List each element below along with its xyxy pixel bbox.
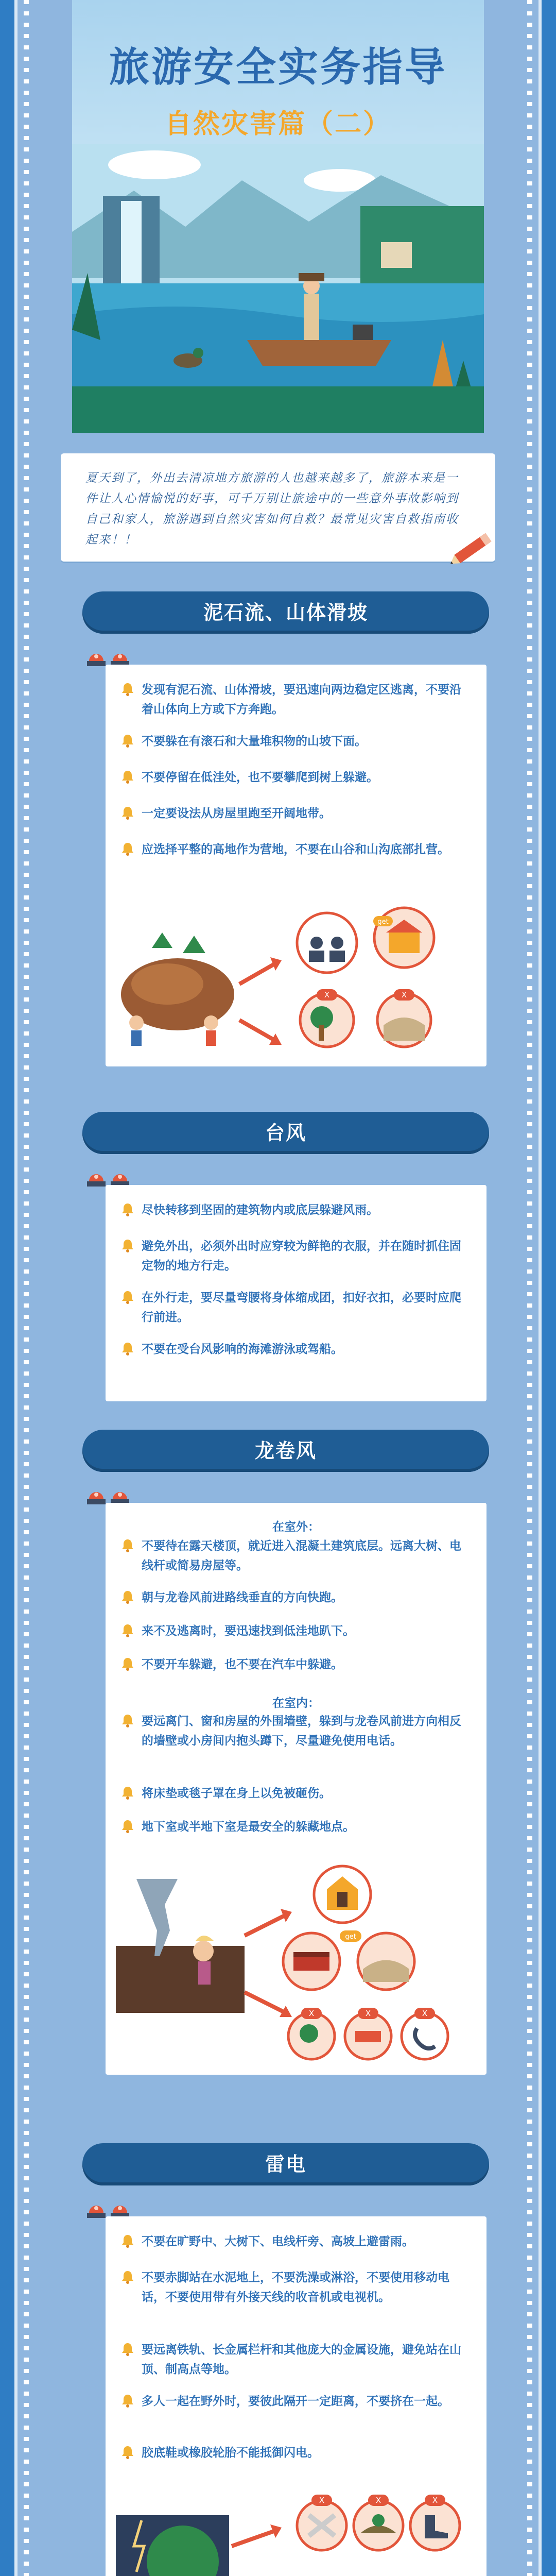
section-card-mudslide bbox=[106, 665, 486, 1066]
item-text: 来不及逃离时，要迅速找到低洼地趴下。 bbox=[142, 1624, 355, 1638]
x-tag: X bbox=[324, 990, 330, 999]
list-item bbox=[121, 2443, 471, 2463]
section-card-tornado bbox=[106, 1503, 486, 2075]
section-card-lightning bbox=[106, 2216, 486, 2576]
item-text: 将床垫或毯子罩在身上以免被砸伤。 bbox=[142, 1787, 331, 1800]
alarm-light-icon bbox=[85, 2193, 131, 2219]
indoor-label: 在室内： bbox=[272, 1697, 320, 1710]
item-text: 不要在受台风影响的海滩游泳或驾船。 bbox=[142, 1343, 343, 1356]
list-item bbox=[121, 2232, 471, 2251]
section-header-mudslide bbox=[82, 591, 489, 634]
item-text: 朝与龙卷风前进路线垂直的方向快跑。 bbox=[142, 1591, 343, 1604]
x-tag: X bbox=[432, 2496, 438, 2505]
item-text: 不要躲在有滚石和大量堆积物的山坡下面。 bbox=[142, 735, 367, 748]
item-text: 不要开车躲避，也不要在汽车中躲避。 bbox=[142, 1658, 343, 1671]
list-item bbox=[121, 732, 471, 751]
section-title: 龙卷风 bbox=[254, 1439, 317, 1462]
bell-icon bbox=[121, 1538, 134, 1553]
list-item bbox=[121, 1817, 471, 1837]
item-text: 要远离门、窗和房屋的外围墙壁，躲到与龙卷风前进方向相反的墙壁或小房间内抱头蹲下，尽量避免使用电话。 bbox=[142, 1715, 461, 1748]
x-tag: X bbox=[308, 2009, 315, 2018]
section-header-tornado bbox=[82, 1430, 489, 1472]
tip-icons bbox=[297, 2495, 460, 2576]
list-item bbox=[121, 1236, 471, 1276]
list-item bbox=[121, 1200, 471, 1220]
bell-icon bbox=[121, 1342, 134, 1356]
x-tag: X bbox=[422, 2009, 428, 2018]
intro-text: 夏天到了，外出去清凉地方旅游的人也越来越多了，旅游本来是一件让人心情愉悦的好事，可千万别让旅途中的一些意外事故影响到自己和家人，旅游遇到自然灾害如何自救？最常见灾害自救指南收起来！！ bbox=[85, 471, 459, 547]
list-item bbox=[121, 1784, 471, 1803]
section-title: 台风 bbox=[265, 1122, 306, 1144]
bell-icon bbox=[121, 1714, 134, 1728]
hero-banner bbox=[72, 0, 484, 433]
bell-icon bbox=[121, 1590, 134, 1604]
mudslide-illustration bbox=[106, 891, 486, 1056]
alarm-light-icon bbox=[85, 1162, 131, 1188]
list-item bbox=[121, 2268, 471, 2307]
lake-scene-illustration bbox=[72, 144, 484, 433]
alarm-light-icon bbox=[85, 641, 131, 667]
x-tag: X bbox=[319, 2496, 325, 2505]
x-tag: X bbox=[401, 990, 407, 999]
item-text: 要远离铁轨、长金属栏杆和其他庞大的金属设施，避免站在山顶、制高点等地。 bbox=[142, 2343, 461, 2376]
bell-icon bbox=[121, 2394, 134, 2408]
item-text: 地下室或半地下室是最安全的躲藏地点。 bbox=[142, 1820, 355, 1834]
get-tag: get bbox=[377, 918, 389, 926]
bell-icon bbox=[121, 806, 134, 820]
alarm-light-icon bbox=[85, 1480, 131, 1505]
item-text: 不要赤脚站在水泥地上，不要洗澡或淋浴，不要使用移动电话，不要使用带有外接天线的收音机或电视机。 bbox=[142, 2271, 449, 2304]
list-item bbox=[121, 1711, 471, 1751]
list-item bbox=[121, 2392, 471, 2411]
pencil-icon bbox=[444, 526, 500, 572]
section-title: 雷电 bbox=[265, 2153, 306, 2176]
x-tag: X bbox=[375, 2496, 381, 2505]
bell-icon bbox=[121, 770, 134, 784]
list-item bbox=[121, 768, 471, 787]
list-item bbox=[121, 1621, 471, 1641]
page-title: 旅游安全实务指导 bbox=[109, 44, 447, 91]
bell-icon bbox=[121, 1623, 134, 1638]
section-card-typhoon bbox=[106, 1185, 486, 1401]
x-tag: X bbox=[365, 2009, 371, 2018]
bell-icon bbox=[121, 1239, 134, 1253]
item-text: 多人一起在野外时，要彼此隔开一定距离，不要挤在一起。 bbox=[142, 2395, 449, 2408]
bell-icon bbox=[121, 2445, 134, 2460]
list-item bbox=[121, 2340, 471, 2379]
list-item bbox=[121, 1288, 471, 1327]
bell-icon bbox=[121, 1202, 134, 1217]
item-text: 发现有泥石流、山体滑坡，要迅速向两边稳定区逃离，不要沿着山体向上方或下方奔跑。 bbox=[142, 683, 461, 716]
list-item bbox=[121, 680, 471, 719]
get-tag: get bbox=[345, 1933, 356, 1941]
item-text: 不要待在露天楼顶，就近进入混凝土建筑底层。远离大树、电线杆或简易房屋等。 bbox=[142, 1539, 461, 1572]
bell-icon bbox=[121, 1290, 134, 1304]
item-text: 胶底鞋或橡胶轮胎不能抵御闪电。 bbox=[142, 2446, 319, 2460]
item-text: 在外行走，要尽量弯腰将身体缩成团，扣好衣扣，必要时应爬行前进。 bbox=[142, 1291, 461, 1324]
section-title: 泥石流、山体滑坡 bbox=[203, 601, 368, 624]
item-text: 避免外出，必须外出时应穿较为鲜艳的衣服，并在随时抓住固定物的地方行走。 bbox=[142, 1240, 461, 1273]
item-text: 不要停留在低洼处，也不要攀爬到树上躲避。 bbox=[142, 771, 378, 784]
page-subtitle: 自然灾害篇（二） bbox=[164, 109, 391, 140]
tornado-illustration bbox=[106, 1858, 486, 2070]
item-text: 尽快转移到坚固的建筑物内或底层躲避风雨。 bbox=[142, 1204, 378, 1217]
section-header-lightning bbox=[82, 2143, 489, 2185]
bell-icon bbox=[121, 1786, 134, 1800]
bell-icon bbox=[121, 2270, 134, 2284]
bell-icon bbox=[121, 2342, 134, 2357]
intro-note bbox=[61, 453, 495, 562]
list-item bbox=[121, 1340, 471, 1359]
outdoor-label: 在室外： bbox=[272, 1520, 320, 1534]
list-item bbox=[121, 1588, 471, 1607]
list-item bbox=[121, 804, 471, 823]
bell-icon bbox=[121, 1819, 134, 1834]
lightning-tree-illustration bbox=[106, 2484, 486, 2576]
list-item bbox=[121, 840, 471, 859]
list-item bbox=[121, 1655, 471, 1674]
bell-icon bbox=[121, 842, 134, 856]
bell-icon bbox=[121, 1657, 134, 1671]
list-item bbox=[121, 1536, 471, 1575]
bell-icon bbox=[121, 734, 134, 748]
item-text: 不要在旷野中、大树下、电线杆旁、高坡上避雷雨。 bbox=[142, 2235, 414, 2248]
bell-icon bbox=[121, 682, 134, 697]
item-text: 一定要设法从房屋里跑至开阔地带。 bbox=[142, 807, 331, 820]
section-header-typhoon bbox=[82, 1112, 489, 1154]
item-text: 应选择平整的高地作为营地，不要在山谷和山沟底部扎营。 bbox=[142, 843, 449, 856]
bell-icon bbox=[121, 2234, 134, 2248]
